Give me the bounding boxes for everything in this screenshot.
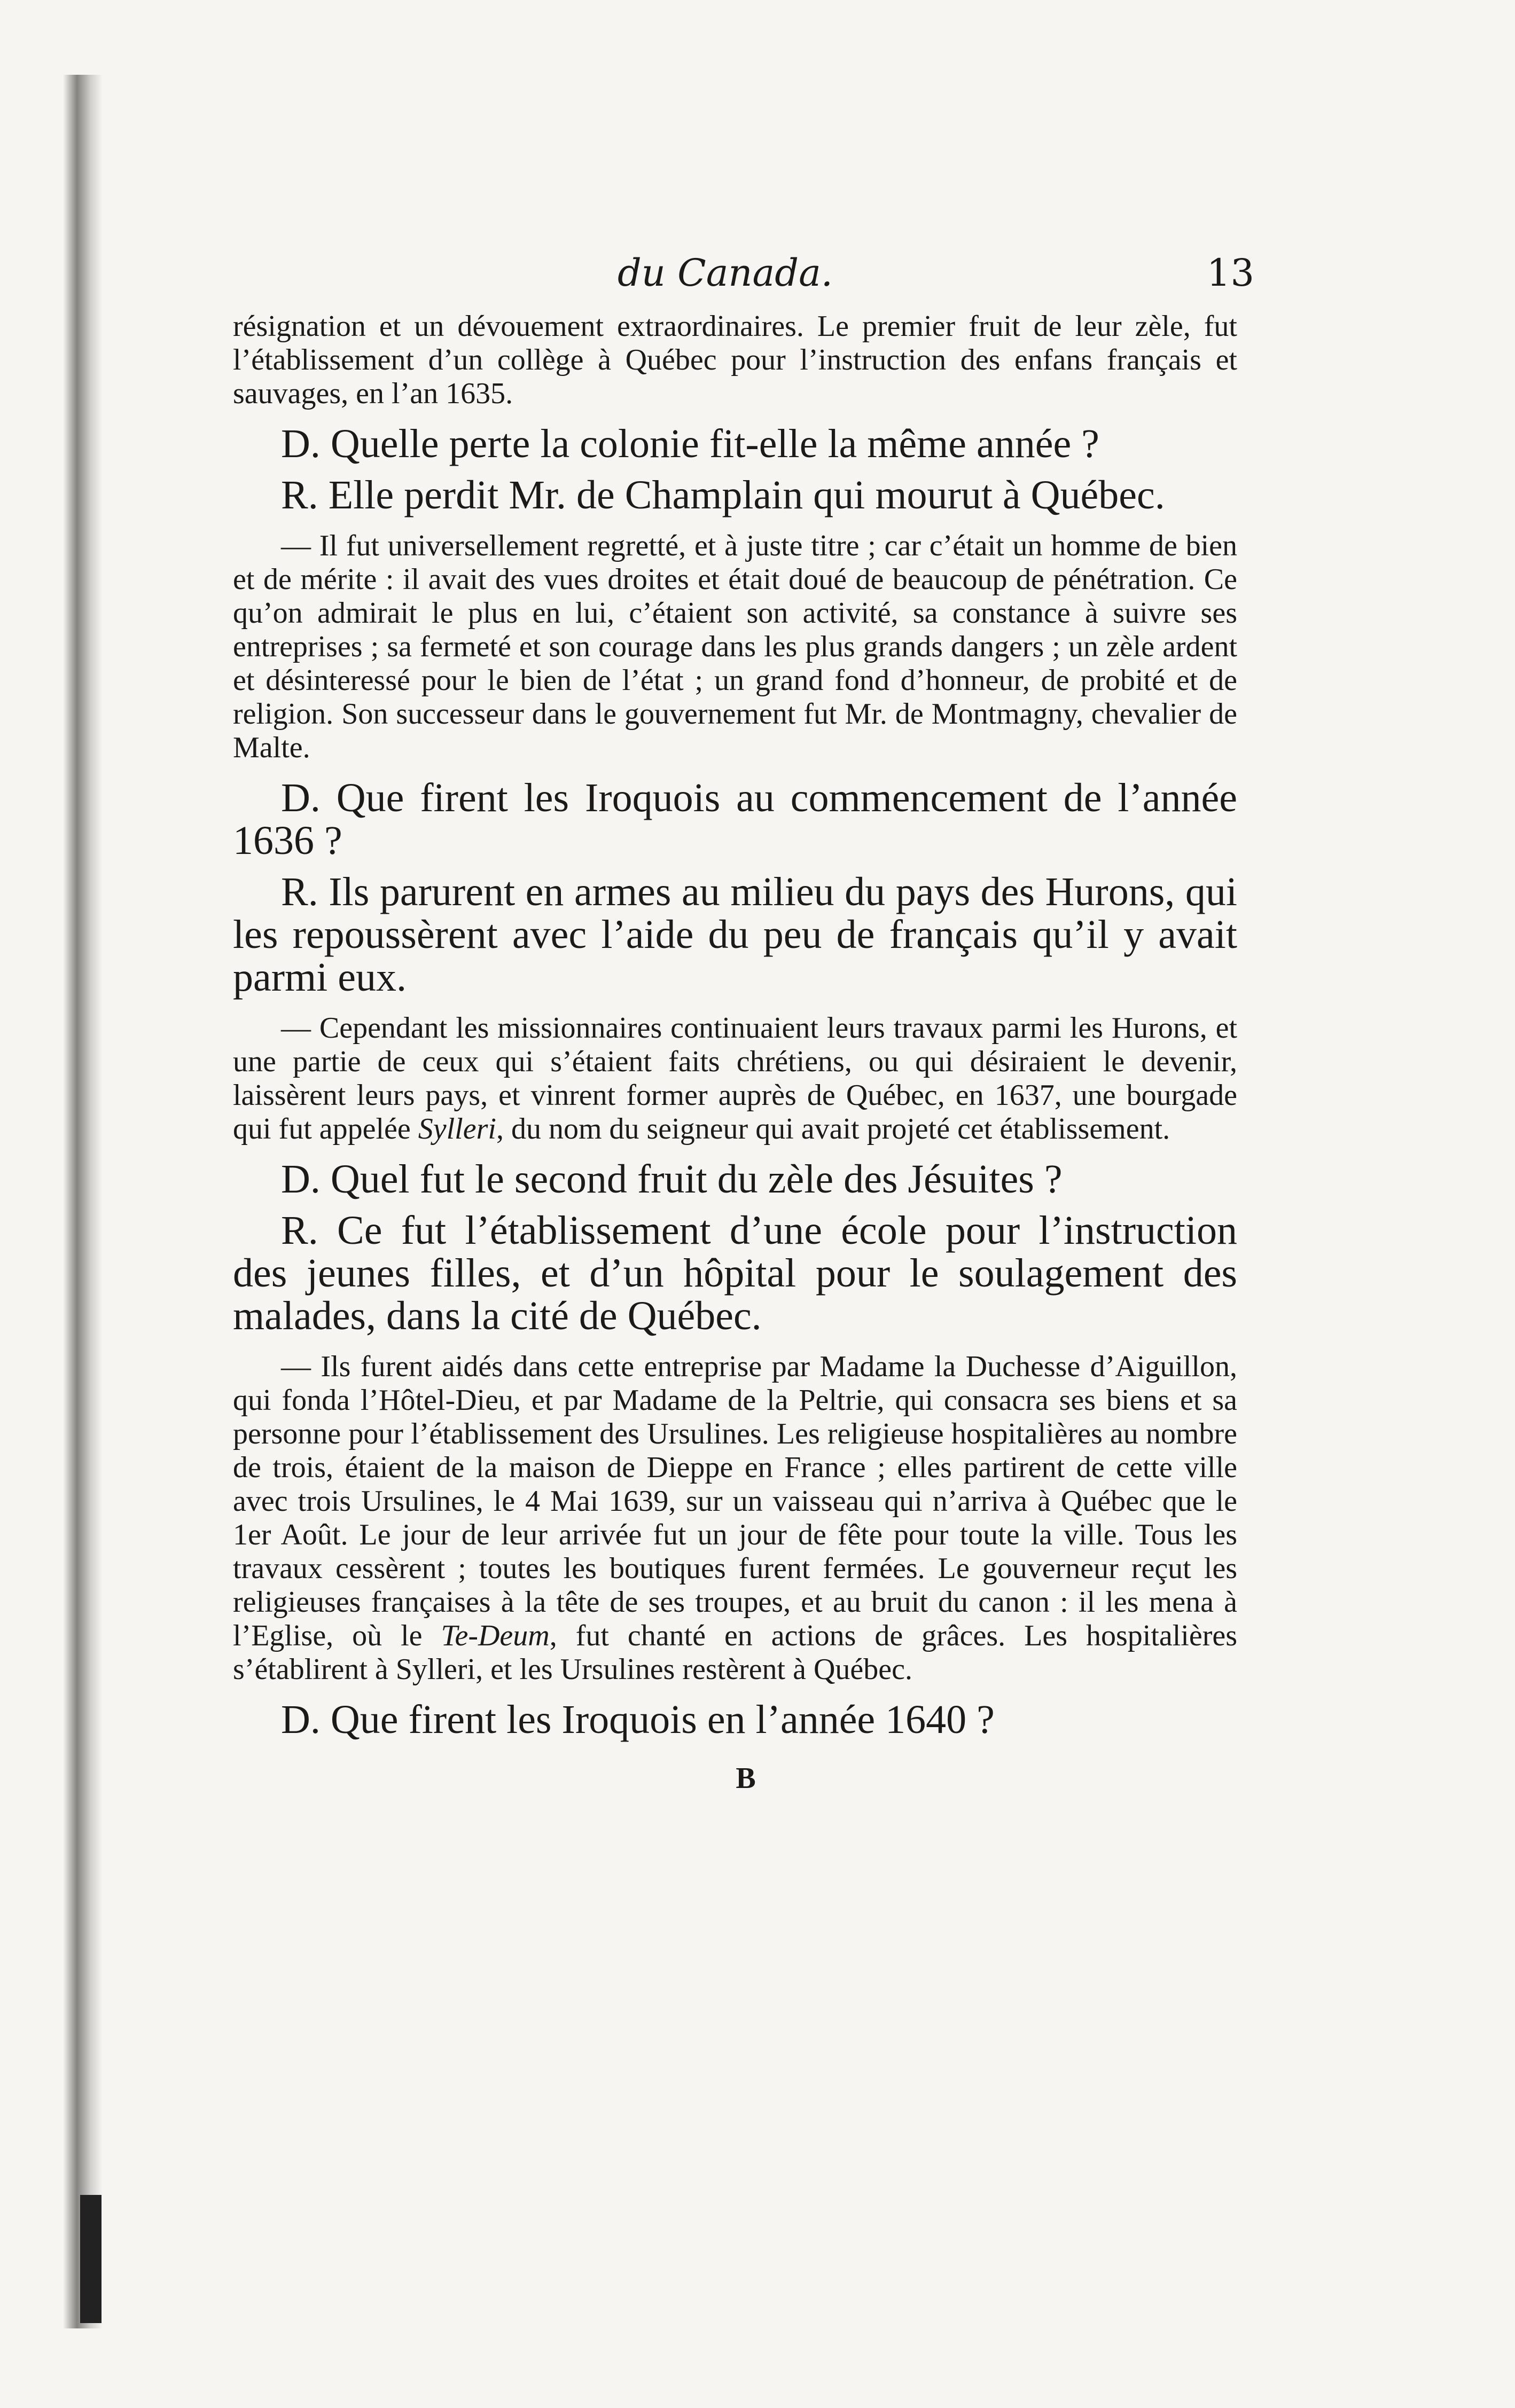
- note-sylleri-italic: Sylleri: [418, 1112, 496, 1146]
- book-page: [233, 246, 1254, 1795]
- book-binding-edge: [80, 2195, 101, 2323]
- question-jesuites: D. Quel fut le second fruit du zèle des Jésuites ?: [281, 1157, 1063, 1202]
- page-number: 13: [1206, 251, 1254, 295]
- note-sylleri: [233, 1011, 1237, 1146]
- answer-iroquois-1636: R. Ils parurent en armes au milieu du pays des Hurons, qui les repoussèrent avec l’aide du peu de français qu’il y avait parmi eux.: [233, 869, 1237, 1000]
- note-sylleri-text-b: , du nom du seigneur qui avait projeté cet établissement.: [496, 1112, 1170, 1146]
- note-sylleri-text-a: — Cependant les missionnaires continuaient leurs travaux parmi les Hurons, et une partie de ceux qui s’étaient faits chrétiens, ou qui désiraient le devenir, laissèrent leurs pays, et vinrent former auprès de Québec, en 1637, une bourgade qui fut appelée: [233, 1011, 1237, 1146]
- note-ursulines-italic: Te-Deum: [441, 1619, 550, 1652]
- page-header: [233, 246, 1254, 304]
- answer-jesuites: R. Ce fut l’établissement d’une école pour l’instruction des jeunes filles, et d’un hôpital pour le soulagement des malades, dans la cité de Québec.: [233, 1208, 1237, 1338]
- question-iroquois-1640: D. Que firent les Iroquois en l’année 1640 ?: [281, 1697, 995, 1742]
- note-ursulines-text-b: , fut chanté en actions de grâces. Les hospitalières s’établirent à Sylleri, et les Ursulines restèrent à Québec.: [233, 1619, 1238, 1686]
- answer-champlain: R. Elle perdit Mr. de Champlain qui mourut à Québec.: [281, 473, 1165, 517]
- note-ursulines: [233, 1350, 1237, 1687]
- note-ursulines-text-a: — Ils furent aidés dans cette entreprise par Madame la Duchesse d’Aiguillon, qui fonda l’Hôtel-Dieu, et par Madame de la Peltrie, qui consacra ses biens et sa personne pour l’établissement des Ursulines. Les religieuse hospitalières au nombre de trois, étaient de la maison de Dieppe en France ; elles partirent de cette ville avec trois Ursulines, le 4 Mai 1639, sur un vaisseau qui n’arriva à Québec que le 1er Août. Le jour de leur arrivée fut un jour de fête pour toute la ville. Tous les travaux cessèrent ; toutes les boutiques furent fermées. Le gouverneur reçut les religieuses françaises à la tête de ses troupes, et au bruit du canon : il les mena à l’Eglise, où le: [233, 1350, 1237, 1652]
- note-champlain: — Il fut universellement regretté, et à juste titre ; car c’était un homme de bien et de mérite : il avait des vues droites et était doué de beaucoup de pénétration. Ce qu’on admirait le plus en lui, c’étaient son activité, sa constance à suivre ses entreprises ; sa fermeté et son courage dans les plus grands dangers ; un zèle ardent et désinteressé pour le bien de l’état ; un grand fond d’honneur, de probité et de religion. Son successeur dans le gouvernement fut Mr. de Montmagny, chevalier de Malte.: [233, 529, 1237, 764]
- paragraph-college: résignation et un dévouement extraordinaires. Le premier fruit de leur zèle, fut l’établissement d’un collège à Québec pour l’instruction des enfans français et sauvages, en l’an 1635.: [233, 310, 1237, 410]
- running-title: du Canada.: [618, 251, 833, 295]
- signature-mark: B: [736, 1762, 756, 1795]
- question-champlain: D. Quelle perte la colonie fit-elle la même année ?: [281, 421, 1099, 466]
- question-iroquois-1636: D. Que firent les Iroquois au commencement de l’année 1636 ?: [233, 775, 1237, 863]
- book-binding-shadow: [63, 75, 103, 2328]
